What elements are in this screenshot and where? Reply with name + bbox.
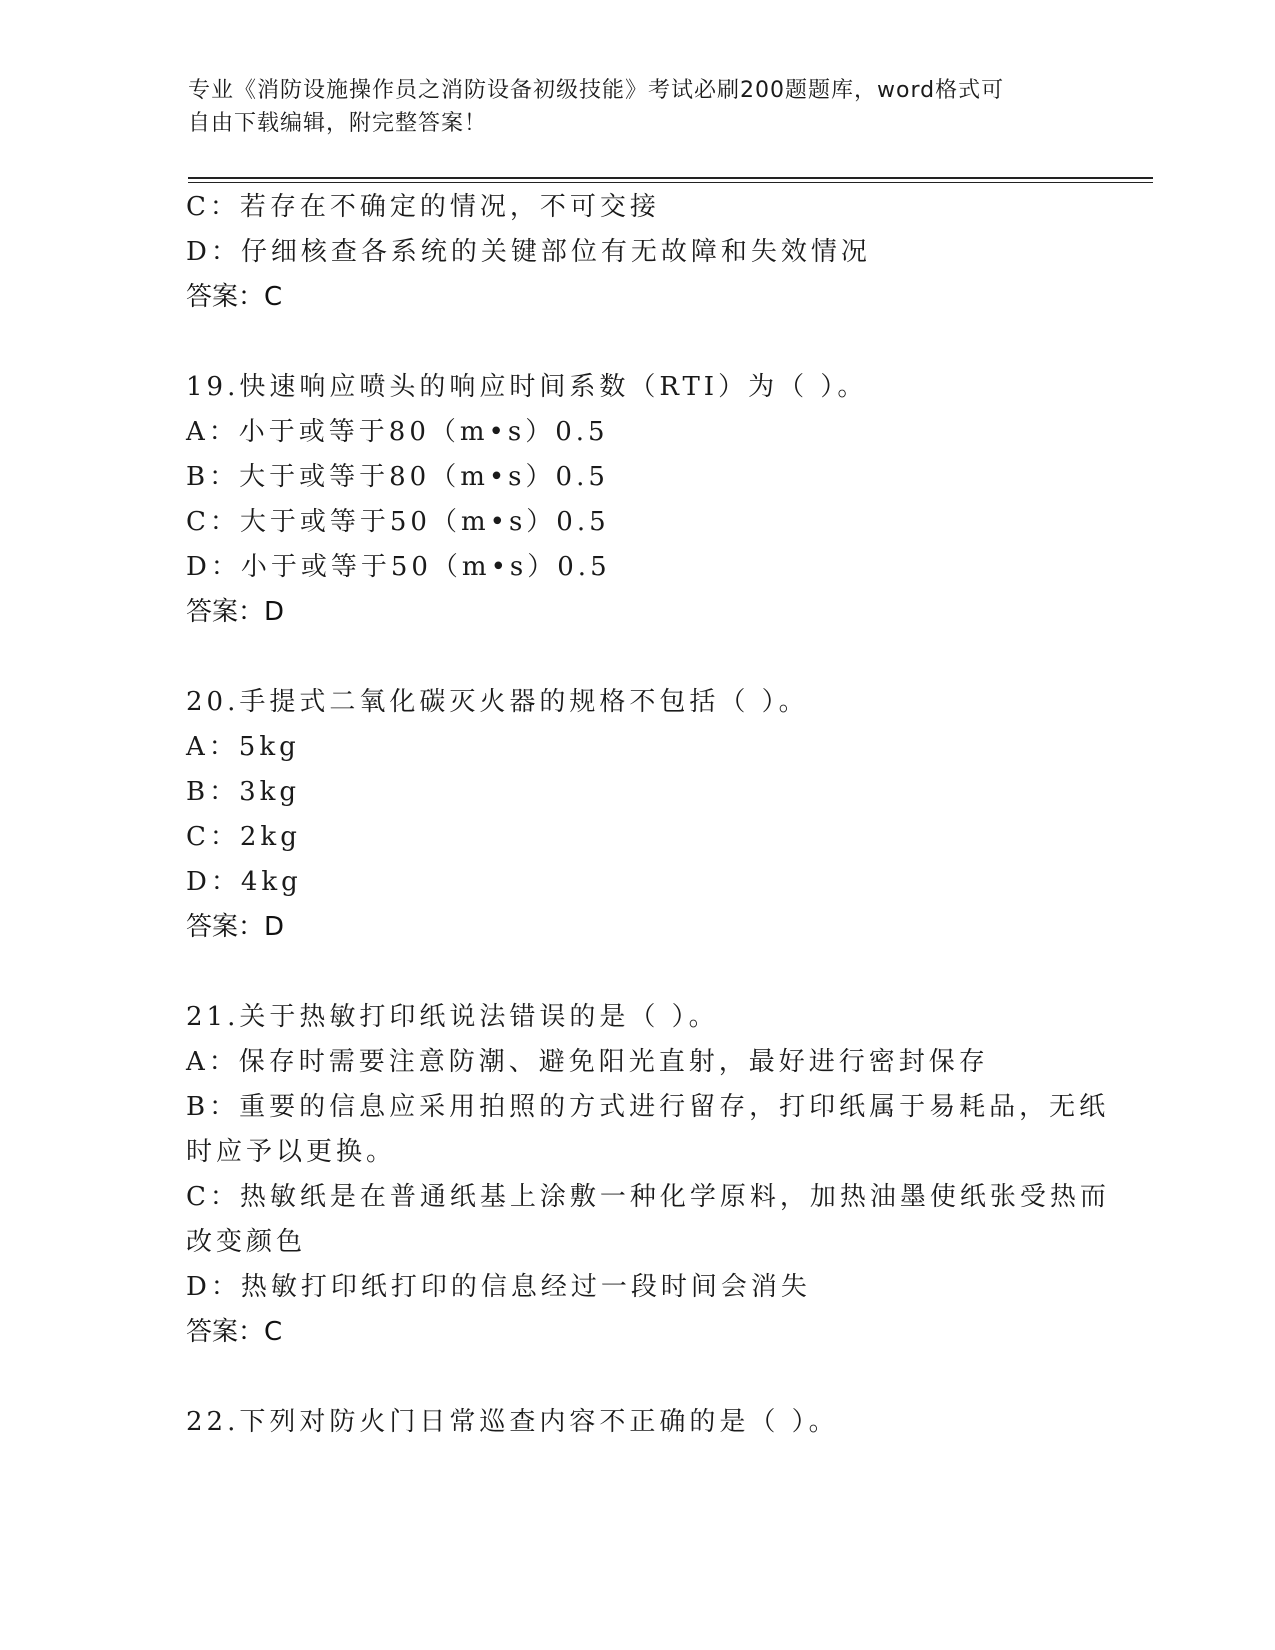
q19-option-a: A：小于或等于80（m•s）0.5 [186, 417, 609, 447]
q21-answer: 答案：C [186, 1317, 283, 1347]
q19-answer: 答案：D [186, 597, 285, 627]
q20-option-a: A：5kg [186, 732, 300, 762]
q19-question: 19.快速响应喷头的响应时间系数（RTI）为（ ）。 [186, 372, 868, 402]
header-line-1: 专业《消防设施操作员之消防设备初级技能》考试必刷200题题库，word格式可 [188, 78, 1005, 103]
q20-option-d: D：4kg [186, 867, 302, 897]
q21-option-b-line-1: B：重要的信息应采用拍照的方式进行留存，打印纸属于易耗品，无纸 [186, 1092, 1110, 1122]
document-header [188, 74, 1088, 140]
q21-option-d: D：热敏打印纸打印的信息经过一段时间会消失 [186, 1272, 811, 1302]
q21-option-c-line-2: 改变颜色 [186, 1227, 307, 1257]
q21-question: 21.关于热敏打印纸说法错误的是（ ）。 [186, 1002, 719, 1032]
q18-option-c: C：若存在不确定的情况，不可交接 [186, 192, 660, 222]
header-line-2: 自由下载编辑，附完整答案！ [188, 111, 488, 136]
q21-option-c-line-1: C：热敏纸是在普通纸基上涂敷一种化学原料，加热油墨使纸张受热而 [186, 1182, 1110, 1212]
q19-option-b: B：大于或等于80（m•s）0.5 [186, 462, 609, 492]
q20-option-b: B：3kg [186, 777, 301, 807]
q19-option-d: D：小于或等于50（m•s）0.5 [186, 552, 611, 582]
q21-option-b-line-2: 时应予以更换。 [186, 1137, 397, 1167]
q20-option-c: C：2kg [186, 822, 301, 852]
q18-option-d: D：仔细核查各系统的关键部位有无故障和失效情况 [186, 237, 871, 267]
q21-option-a: A：保存时需要注意防潮、避免阳光直射，最好进行密封保存 [186, 1047, 989, 1077]
q20-answer: 答案：D [186, 912, 285, 942]
q18-answer: 答案：C [186, 282, 283, 312]
q20-question: 20.手提式二氧化碳灭火器的规格不包括（ ）。 [186, 687, 809, 717]
q19-option-c: C：大于或等于50（m•s）0.5 [186, 507, 610, 537]
header-divider-thin [188, 182, 1153, 183]
q22-question: 22.下列对防火门日常巡查内容不正确的是（ ）。 [186, 1407, 839, 1437]
header-divider-thick [188, 177, 1153, 179]
